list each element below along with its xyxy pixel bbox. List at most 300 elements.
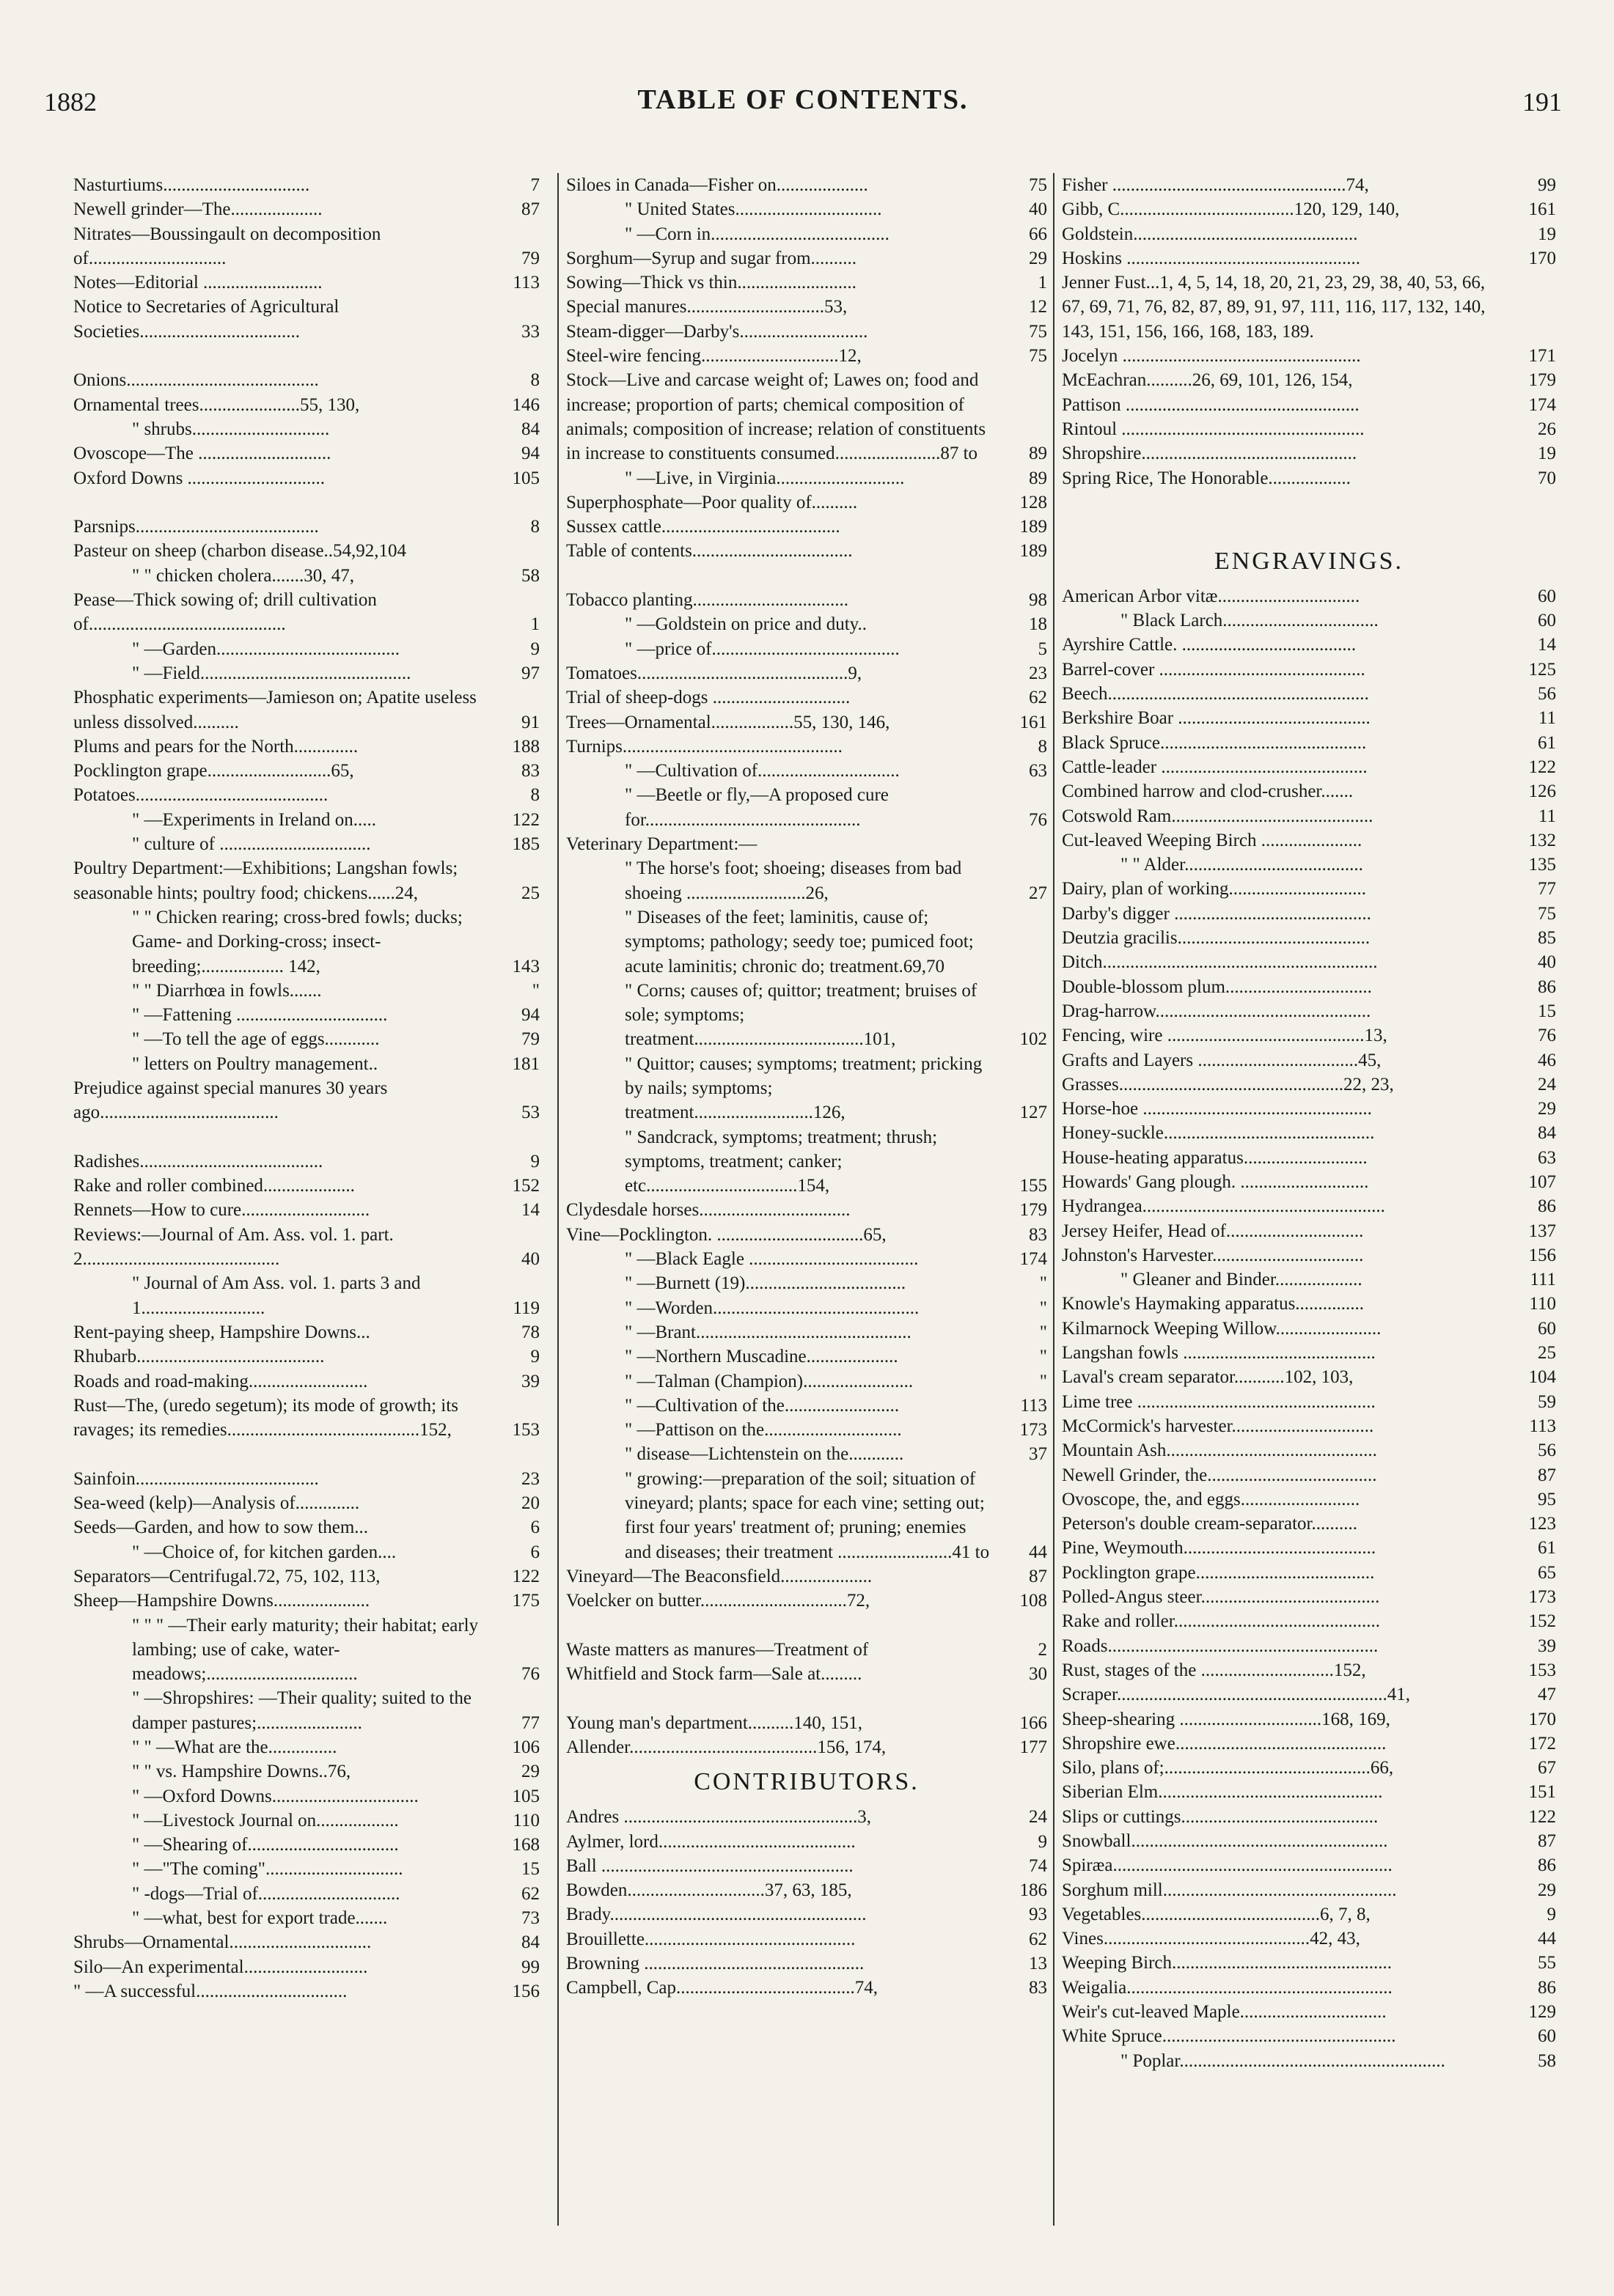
entry-text: Honey-suckle.............................................. xyxy=(1062,1123,1375,1144)
index-entry xyxy=(1062,1951,1556,1975)
entry-page: 15 xyxy=(521,1859,540,1880)
entry-text: " —A successful................................. xyxy=(73,1981,348,2001)
entry-page: 93 xyxy=(1029,1905,1047,1925)
index-entry xyxy=(566,1467,1047,1564)
entry-page: 171 xyxy=(1528,346,1556,367)
entry-text: Rake and roller combined.................... xyxy=(73,1176,355,1196)
index-entry xyxy=(1062,828,1556,853)
entry-page: 62 xyxy=(1029,688,1047,708)
entry-page: 99 xyxy=(1538,175,1556,195)
entry-page: 153 xyxy=(512,1420,540,1440)
entry-text: Siberian Elm................................................. xyxy=(1062,1782,1383,1803)
entry-text: Roads........................................................... xyxy=(1062,1635,1379,1656)
entry-page: 79 xyxy=(521,248,540,268)
year-label: 1882 xyxy=(44,87,97,117)
index-entry xyxy=(566,612,1047,636)
engravings-heading: ENGRAVINGS. xyxy=(1214,547,1404,575)
section-gap xyxy=(566,1686,1047,1710)
entry-page: 19 xyxy=(1538,224,1556,244)
entry-text: Black Spruce............................................. xyxy=(1062,732,1367,753)
index-entry xyxy=(1062,246,1556,271)
index-entry xyxy=(1062,975,1556,999)
entry-text: " Black Larch.................................. xyxy=(1120,611,1379,631)
entry-text: Siloes in Canada—Fisher on.................... xyxy=(566,175,868,195)
entry-page: 77 xyxy=(521,1712,540,1733)
entry-text: Lime tree .................................................... xyxy=(1062,1391,1376,1412)
index-entry xyxy=(73,1394,540,1443)
entry-text: " Corns; causes of; quittor; treatment; bruises of sole; symptoms; treatment.....................................101, xyxy=(625,980,977,1050)
entry-text: Bowden..............................37, 63, 185, xyxy=(566,1880,852,1901)
entry-text: " Sandcrack, symptoms; treatment; thrush; symptoms, treatment; canker; etc.................................154, xyxy=(625,1127,938,1196)
entry-text: Radishes........................................ xyxy=(73,1151,323,1171)
entry-text: Roads and road-making.......................... xyxy=(73,1371,368,1391)
entry-page: 25 xyxy=(521,883,540,903)
index-entry xyxy=(1062,393,1556,417)
page-title: TABLE OF CONTENTS. xyxy=(637,84,969,115)
index-entry xyxy=(566,1296,1047,1320)
entry-page: 185 xyxy=(512,834,540,855)
index-entry xyxy=(566,685,1047,710)
entry-text: Hydrangea..................................................... xyxy=(1062,1196,1385,1217)
entry-text: " —Goldstein on price and duty.. xyxy=(625,614,867,635)
entry-page: 151 xyxy=(1528,1782,1556,1803)
entry-text: Snowball........................................................ xyxy=(1062,1831,1388,1851)
index-entry xyxy=(566,1564,1047,1589)
entry-page: 65 xyxy=(1538,1562,1556,1583)
entry-text: Hoskins ................................................... xyxy=(1062,248,1360,268)
entry-page: 168 xyxy=(512,1835,540,1855)
entry-page: 63 xyxy=(1538,1147,1556,1168)
entry-text: Nitrates—Boussingault on decomposition of.............................. xyxy=(73,224,381,268)
entry-text: " " " —Their early maturity; their habitat; early lambing; use of cake, water-meadows;................................. xyxy=(132,1615,479,1685)
index-entry xyxy=(73,393,540,417)
entry-page: 11 xyxy=(1538,708,1556,729)
index-entry xyxy=(1062,1878,1556,1902)
entry-text: Nasturtiums................................ xyxy=(73,175,310,195)
index-entry xyxy=(73,1198,540,1222)
entry-page: " xyxy=(1039,1273,1047,1294)
entry-page: 9 xyxy=(530,1347,540,1367)
index-entry xyxy=(73,588,540,637)
entry-text: Pine, Weymouth.......................................... xyxy=(1062,1538,1376,1559)
entry-page: 1 xyxy=(530,614,540,635)
entry-text: " —Oxford Downs................................ xyxy=(132,1786,419,1806)
index-entry xyxy=(73,1930,540,1954)
index-entry xyxy=(1062,2000,1556,2024)
index-entry xyxy=(1062,1682,1556,1707)
index-entry xyxy=(73,173,540,197)
entry-page: 87 xyxy=(1029,1566,1047,1586)
entry-page: 122 xyxy=(1528,757,1556,777)
entry-page: 40 xyxy=(521,1249,540,1270)
index-entry xyxy=(1062,1634,1556,1658)
index-entry xyxy=(566,1223,1047,1247)
section-gap xyxy=(566,1614,1047,1638)
index-entry xyxy=(1062,658,1556,682)
entry-text: " United States................................ xyxy=(625,199,882,220)
entry-text: " —Worden............................................. xyxy=(625,1298,920,1318)
index-entry xyxy=(1062,902,1556,926)
entry-text: Scraper...........................................................41, xyxy=(1062,1685,1410,1705)
index-entry xyxy=(1062,1097,1556,1121)
entry-page: 78 xyxy=(521,1322,540,1342)
index-entry xyxy=(566,1369,1047,1394)
entry-page: 74 xyxy=(1029,1855,1047,1876)
entry-page: 8 xyxy=(530,370,540,391)
entry-page: 8 xyxy=(1038,736,1047,757)
index-entry xyxy=(566,295,1047,319)
entry-page: 2 xyxy=(1038,1639,1047,1660)
index-entry xyxy=(1062,1414,1556,1438)
index-entry xyxy=(566,1878,1047,1902)
entry-text: Double-blossom plum................................ xyxy=(1062,976,1372,997)
index-entry xyxy=(1062,1609,1556,1633)
index-entry xyxy=(1062,1561,1556,1585)
entry-page: 84 xyxy=(1538,1123,1556,1144)
entry-page: 173 xyxy=(1019,1420,1047,1440)
entry-page: 61 xyxy=(1538,732,1556,753)
index-entry xyxy=(566,905,1047,979)
entry-text: Langshan fowls .......................................... xyxy=(1062,1343,1376,1364)
entry-page: 110 xyxy=(1529,1294,1556,1314)
entry-text: " —Pattison on the.............................. xyxy=(625,1420,902,1440)
index-entry xyxy=(1062,1732,1556,1756)
index-entry xyxy=(73,1003,540,1027)
index-entry xyxy=(1062,1365,1556,1389)
entry-text: Andres ...................................................3, xyxy=(566,1807,871,1828)
entry-text: " —Northern Muscadine.................... xyxy=(625,1347,898,1367)
entry-text: Sorghum—Syrup and sugar from.......... xyxy=(566,248,857,268)
index-entry xyxy=(566,1711,1047,1735)
entry-page: 13 xyxy=(1029,1954,1047,1974)
entry-page: 46 xyxy=(1538,1050,1556,1070)
entry-page: 63 xyxy=(1029,761,1047,781)
index-entry xyxy=(1062,682,1556,706)
index-entry xyxy=(1062,1658,1556,1682)
index-entry xyxy=(1062,1976,1556,2000)
entry-text: Slips or cuttings........................................... xyxy=(1062,1806,1379,1827)
index-entry xyxy=(566,1052,1047,1125)
page-header xyxy=(44,79,1562,123)
entry-page: 110 xyxy=(513,1810,540,1830)
index-entry xyxy=(566,637,1047,661)
index-entry xyxy=(73,1882,540,1906)
index-entry xyxy=(566,1951,1047,1976)
entry-page: 39 xyxy=(1538,1635,1556,1656)
entry-page: 87 xyxy=(521,199,540,220)
index-entry xyxy=(566,1927,1047,1951)
entry-page: 126 xyxy=(1528,781,1556,802)
entry-text: " —Livestock Journal on.................. xyxy=(132,1810,399,1830)
entry-text: White Spruce................................................... xyxy=(1062,2026,1396,2047)
entry-page: 37 xyxy=(1029,1444,1047,1465)
entry-page: 75 xyxy=(1029,175,1047,195)
entry-text: Spring Rice, The Honorable.................. xyxy=(1062,468,1351,488)
entry-page: 122 xyxy=(1528,1806,1556,1827)
index-entry xyxy=(1062,1463,1556,1487)
index-entry xyxy=(73,539,540,563)
entry-page: 76 xyxy=(521,1664,540,1685)
entry-page: 127 xyxy=(1019,1103,1047,1123)
contributors-list-continued xyxy=(1062,173,1556,490)
entry-page: 77 xyxy=(1538,879,1556,899)
entry-page: 122 xyxy=(512,809,540,830)
entry-text: Shropshire ewe.............................................. xyxy=(1062,1733,1387,1754)
entry-page: 175 xyxy=(512,1591,540,1611)
entry-text: American Arbor vitæ............................... xyxy=(1062,586,1360,606)
entry-text: Whitfield and Stock farm—Sale at......... xyxy=(566,1664,862,1685)
entry-page: 113 xyxy=(1020,1395,1047,1416)
index-entry xyxy=(566,1418,1047,1442)
index-entry xyxy=(566,344,1047,368)
entry-page: 123 xyxy=(1528,1514,1556,1534)
entry-page: 29 xyxy=(1029,248,1047,268)
entry-text: Steam-digger—Darby's............................ xyxy=(566,321,868,342)
entry-text: Veterinary Department:— xyxy=(566,834,758,855)
index-entry xyxy=(73,979,540,1003)
entry-page: 6 xyxy=(530,1517,540,1538)
index-entry xyxy=(73,197,540,221)
entry-text: Vegetables.......................................6, 7, 8, xyxy=(1062,1904,1371,1924)
index-entry xyxy=(1062,1219,1556,1243)
entry-text: Newell Grinder, the..................................... xyxy=(1062,1465,1377,1485)
entry-text: " Gleaner and Binder................... xyxy=(1120,1270,1362,1290)
entry-page: 9 xyxy=(530,639,540,659)
entry-text: " —price of......................................... xyxy=(625,639,900,659)
entry-page: 62 xyxy=(1029,1929,1047,1949)
entry-page: 60 xyxy=(1538,1318,1556,1339)
entry-text: Parsnips........................................ xyxy=(73,517,319,537)
entry-page: 18 xyxy=(1029,614,1047,635)
index-entry xyxy=(73,1271,540,1320)
entry-text: Pattison ................................................... xyxy=(1062,394,1360,415)
entry-page: 14 xyxy=(521,1200,540,1221)
index-entry xyxy=(1062,1121,1556,1145)
entry-page: 97 xyxy=(521,663,540,683)
entry-text: Clydesdale horses................................. xyxy=(566,1200,851,1221)
entry-text: " letters on Poultry management.. xyxy=(132,1053,378,1074)
entry-text: Vines.............................................42, 43, xyxy=(1062,1929,1360,1949)
entry-page: 58 xyxy=(521,565,540,586)
entry-text: Table of contents................................... xyxy=(566,541,853,562)
entry-text: Knowle's Haymaking apparatus............... xyxy=(1062,1294,1365,1314)
entry-page: 156 xyxy=(1528,1245,1556,1265)
entry-page: 94 xyxy=(521,444,540,464)
entry-page: 155 xyxy=(1019,1176,1047,1196)
entry-text: " —Corn in....................................... xyxy=(625,224,889,244)
index-entry xyxy=(1062,441,1556,466)
entry-page: 135 xyxy=(1528,855,1556,875)
entry-text: Ditch............................................................ xyxy=(1062,952,1378,973)
entry-page: 91 xyxy=(521,712,540,732)
entry-page: 108 xyxy=(1019,1591,1047,1611)
entry-page: 62 xyxy=(521,1883,540,1904)
index-entry xyxy=(1062,633,1556,657)
entry-text: Fisher ...................................................74, xyxy=(1062,175,1369,195)
index-entry xyxy=(566,735,1047,759)
entry-page: 177 xyxy=(1019,1737,1047,1757)
entry-text: Waste matters as manures—Treatment of xyxy=(566,1639,869,1660)
entry-page: 24 xyxy=(1029,1807,1047,1828)
index-entry xyxy=(1062,1585,1556,1609)
entry-page: 9 xyxy=(1038,1831,1047,1852)
entry-text: " —Cultivation of the......................... xyxy=(625,1395,900,1416)
entry-text: Trial of sheep-dogs .............................. xyxy=(566,688,851,708)
index-entry xyxy=(73,1491,540,1515)
index-entry xyxy=(1062,608,1556,633)
entry-page: 14 xyxy=(1538,635,1556,655)
entry-text: " Diseases of the feet; laminitis, cause of; symptoms; pathology; seedy toe; pumiced foot; acute laminitis; chronic do; treatment.69,70 xyxy=(625,907,974,976)
entry-text: Fencing, wire ...........................................13, xyxy=(1062,1026,1387,1046)
entry-page: 104 xyxy=(1528,1367,1556,1388)
entry-page: 23 xyxy=(1029,663,1047,683)
index-entry xyxy=(1062,1267,1556,1292)
entry-text: Browning ................................................ xyxy=(566,1954,865,1974)
entry-page: 179 xyxy=(1019,1200,1047,1221)
entry-page: 166 xyxy=(1019,1712,1047,1733)
entry-text: Voelcker on butter................................72, xyxy=(566,1591,870,1611)
index-entry xyxy=(566,588,1047,612)
entry-page: 8 xyxy=(530,517,540,537)
entry-page: 44 xyxy=(1029,1542,1047,1562)
index-entry xyxy=(566,1805,1047,1829)
index-entry xyxy=(1062,1390,1556,1414)
entry-text: Brady........................................................ xyxy=(566,1905,867,1925)
entry-text: " -dogs—Trial of............................... xyxy=(132,1883,400,1904)
index-entry xyxy=(1062,755,1556,779)
contributors-heading: CONTRIBUTORS. xyxy=(694,1768,920,1796)
index-entry xyxy=(566,1125,1047,1199)
index-entry xyxy=(1062,1487,1556,1512)
entry-page: 94 xyxy=(521,1005,540,1026)
entry-text: Tomatoes..............................................9, xyxy=(566,663,862,683)
entry-page: 23 xyxy=(521,1468,540,1489)
entry-page: 1 xyxy=(1038,273,1047,293)
entry-page: " xyxy=(1039,1371,1047,1391)
entry-page: 6 xyxy=(530,1542,540,1562)
entry-page: 75 xyxy=(1538,903,1556,924)
entry-page: 98 xyxy=(1029,590,1047,611)
entry-page: 188 xyxy=(512,736,540,757)
index-columns xyxy=(73,173,1562,2226)
section-gap xyxy=(73,490,540,515)
entry-page: 83 xyxy=(1029,1978,1047,1998)
entry-page: 29 xyxy=(1538,1880,1556,1900)
entry-page: 105 xyxy=(512,1786,540,1806)
entry-text: " —"The coming".............................. xyxy=(132,1859,403,1880)
index-entry xyxy=(566,1198,1047,1222)
entry-text: " " Alder....................................... xyxy=(1120,855,1363,875)
section-gap xyxy=(566,564,1047,588)
entry-text: Poultry Department:—Exhibitions; Langshan fowls; seasonable hints; poultry food; chickens......24, xyxy=(73,858,458,903)
entry-text: " The horse's foot; shoeing; diseases from bad shoeing ..........................26, xyxy=(625,858,962,903)
index-entry xyxy=(73,1589,540,1613)
entry-page: 102 xyxy=(1019,1029,1047,1050)
index-entry xyxy=(566,1344,1047,1369)
entry-text: Seeds—Garden, and how to sow them... xyxy=(73,1517,369,1538)
entry-text: " —what, best for export trade....... xyxy=(132,1908,388,1929)
entry-text: Spiræa............................................................. xyxy=(1062,1855,1393,1876)
entry-page: 12 xyxy=(1029,297,1047,317)
index-entry xyxy=(73,368,540,392)
entry-text: Weigalia.......................................................... xyxy=(1062,1977,1393,1998)
entry-text: Sainfoin........................................ xyxy=(73,1468,319,1489)
index-entry xyxy=(566,1902,1047,1927)
entry-text: Grafts and Layers ...................................45, xyxy=(1062,1050,1382,1070)
entry-text: Tobacco planting.................................. xyxy=(566,590,848,611)
entry-page: 79 xyxy=(521,1029,540,1050)
entry-text: Cut-leaved Weeping Birch ...................... xyxy=(1062,830,1362,850)
entry-page: 44 xyxy=(1538,1929,1556,1949)
entry-text: " culture of ................................. xyxy=(132,834,371,855)
entry-text: Peterson's double cream-separator.......... xyxy=(1062,1514,1357,1534)
entry-text: Polled-Angus steer....................................... xyxy=(1062,1587,1380,1608)
entry-page: 153 xyxy=(1528,1660,1556,1680)
index-entry xyxy=(566,1589,1047,1613)
entry-text: Campbell, Cap.......................................74, xyxy=(566,1978,878,1998)
section-gap xyxy=(73,344,540,368)
entry-text: Notice to Secretaries of Agricultural Societies................................... xyxy=(73,297,340,342)
index-entry xyxy=(73,1906,540,1930)
index-entry xyxy=(73,856,540,905)
entry-text: Stock—Live and carcase weight of; Lawes on; food and increase; proportion of parts; chemical composition of animals; composition of increase; relation of constituents in increase to constituents consumed.......................87 to xyxy=(566,370,986,464)
entry-page: 152 xyxy=(1528,1611,1556,1632)
entry-page: 20 xyxy=(521,1493,540,1514)
index-entry xyxy=(1062,1243,1556,1267)
entry-page: 137 xyxy=(1528,1221,1556,1241)
entry-text: Rhubarb......................................... xyxy=(73,1347,325,1367)
entry-text: Sussex cattle....................................... xyxy=(566,517,840,537)
index-entry xyxy=(566,320,1047,344)
entry-page: 107 xyxy=(1528,1171,1556,1192)
index-entry xyxy=(566,1735,1047,1759)
entry-page: 156 xyxy=(512,1981,540,2001)
entry-text: Pocklington grape...........................65, xyxy=(73,761,354,781)
entry-page: 186 xyxy=(1019,1880,1047,1901)
entry-text: " —Live, in Virginia............................ xyxy=(625,468,905,488)
entry-text: Special manures..............................53, xyxy=(566,297,848,317)
entry-page: 5 xyxy=(1038,639,1047,659)
index-entry xyxy=(566,832,1047,856)
entry-text: Combined harrow and clod-crusher....... xyxy=(1062,781,1354,802)
entry-page: 129 xyxy=(1528,2002,1556,2023)
entry-page: " xyxy=(1039,1298,1047,1318)
index-column-2 xyxy=(557,173,1047,2226)
entry-page: 172 xyxy=(1528,1733,1556,1754)
index-entry xyxy=(1062,1902,1556,1927)
index-entry xyxy=(566,271,1047,295)
entry-page: 143 xyxy=(512,956,540,976)
entry-page: 161 xyxy=(1019,712,1047,732)
index-entry xyxy=(73,735,540,759)
entry-page: 87 xyxy=(1538,1831,1556,1851)
entry-text: " —Cultivation of............................... xyxy=(625,761,900,781)
index-entry xyxy=(1062,417,1556,441)
index-entry xyxy=(566,856,1047,905)
entry-text: Darby's digger ........................................... xyxy=(1062,903,1371,924)
index-entry xyxy=(73,466,540,490)
index-entry xyxy=(73,1076,540,1125)
entry-text: House-heating apparatus........................... xyxy=(1062,1147,1368,1168)
entry-text: " —Shearing of................................. xyxy=(132,1835,399,1855)
entry-page: 9 xyxy=(1547,1904,1556,1924)
entry-page: 56 xyxy=(1538,1440,1556,1461)
entry-text: Howards' Gang plough. ............................ xyxy=(1062,1171,1369,1192)
entry-text: Cotswold Ram............................................ xyxy=(1062,806,1373,826)
index-entry xyxy=(566,1830,1047,1854)
entry-page: 55 xyxy=(1538,1953,1556,1973)
entry-text: Onions.......................................... xyxy=(73,370,319,391)
